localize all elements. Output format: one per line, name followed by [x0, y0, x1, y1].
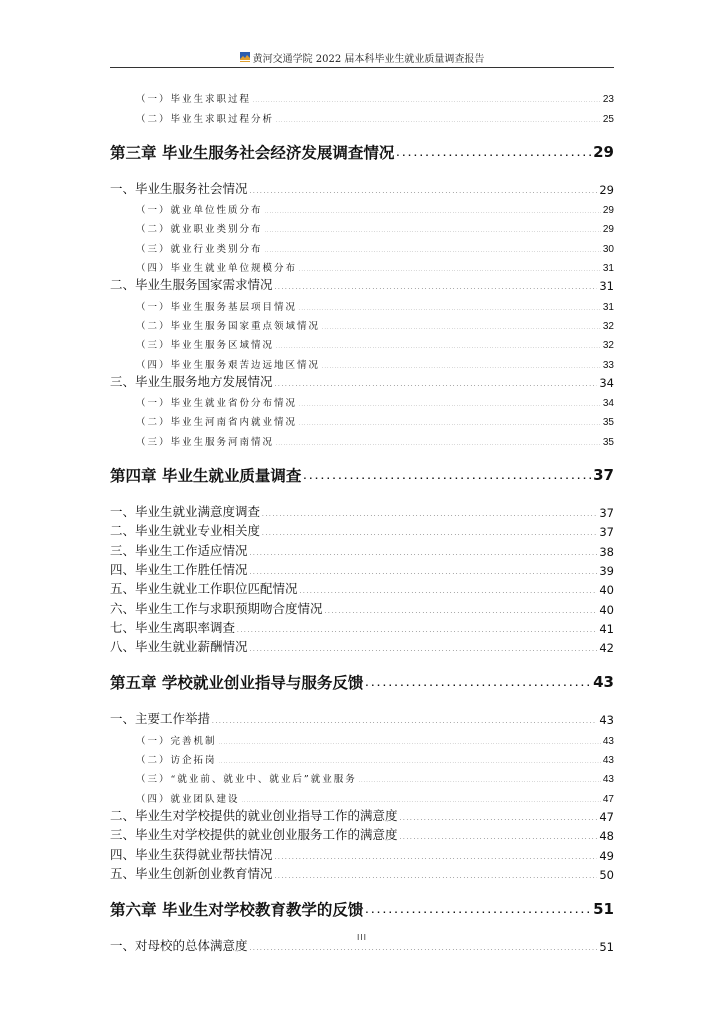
toc-entry-page: 43: [602, 735, 614, 747]
toc-entry-section[interactable]: [110, 178, 614, 197]
toc-dot-leader: [219, 739, 601, 747]
toc-entry-page: 34: [602, 398, 614, 410]
toc-entry-label: （二）就业职业类别分布: [136, 224, 263, 236]
toc-entry-page: 43: [602, 755, 614, 767]
toc-entry-page: 31: [602, 301, 614, 313]
toc-entry-label: 第五章 学校就业创业指导与服务反馈: [110, 674, 364, 693]
toc-entry-label: 六、毕业生工作与求职预期吻合度情况: [110, 600, 323, 616]
toc-dot-leader: [250, 549, 598, 559]
toc-entry-label: （四）就业团队建设: [136, 793, 240, 805]
toc-dot-leader: [359, 777, 601, 785]
toc-entry-page: 47: [602, 793, 614, 805]
toc-entry-label: （一）完善机制: [136, 735, 217, 747]
toc-entry-label: （四）毕业生就业单位规模分布: [136, 263, 298, 275]
toc-entry-sub[interactable]: [110, 293, 614, 312]
toc-dot-leader: [250, 187, 598, 197]
toc-entry-page: 35: [602, 417, 614, 429]
toc-entry-section[interactable]: [110, 501, 614, 520]
toc-entry-label: （二）访企拓岗: [136, 755, 217, 767]
toc-entry-label: 二、毕业生就业专业相关度: [110, 523, 261, 539]
toc-entry-sub[interactable]: [110, 409, 614, 428]
toc-entry-page: 37: [599, 506, 614, 521]
toc-entry-page: 50: [599, 867, 614, 882]
page-number: III: [356, 933, 368, 942]
toc-entry-sub[interactable]: [110, 197, 614, 216]
toc-entry-section[interactable]: [110, 708, 614, 727]
toc-entry-label: 八、毕业生就业薪酬情况: [110, 639, 248, 655]
toc-entry-sub[interactable]: [110, 428, 614, 447]
toc-entry-sub[interactable]: [110, 235, 614, 254]
toc-entry-chapter[interactable]: [110, 137, 614, 167]
toc-dot-leader: [276, 440, 601, 448]
toc-entry-label: 第四章 毕业生就业质量调查: [110, 466, 302, 485]
toc-entry-sub[interactable]: [110, 727, 614, 746]
toc-entry-label: （三）“就业前、就业中、就业后”就业服务: [136, 774, 357, 786]
toc-entry-page: 29: [599, 182, 614, 197]
toc-entry-label: 一、毕业生服务社会情况: [110, 180, 248, 196]
toc-entry-label: 二、毕业生对学校提供的就业创业指导工作的满意度: [110, 807, 398, 823]
toc-entry-section[interactable]: [110, 863, 614, 882]
toc-dot-leader: [237, 626, 597, 636]
toc-entry-section[interactable]: [110, 371, 614, 390]
toc-entry-section[interactable]: [110, 520, 614, 539]
toc-entry-label: 三、毕业生服务地方发展情况: [110, 373, 273, 389]
toc-entry-page: 30: [602, 243, 614, 255]
toc-entry-page: 42: [599, 641, 614, 656]
toc-entry-label: 四、毕业生工作胜任情况: [110, 561, 248, 577]
toc-entry-section[interactable]: [110, 617, 614, 636]
toc-dot-leader: [396, 148, 591, 160]
toc-entry-label: 第六章 毕业生对学校教育教学的反馈: [110, 900, 364, 919]
toc-entry-label: 一、主要工作举措: [110, 711, 211, 727]
toc-entry-label: （二）毕业生求职过程分析: [136, 113, 275, 125]
school-logo-icon: [240, 52, 250, 62]
toc-entry-page: 38: [599, 544, 614, 559]
toc-entry-page: 34: [599, 375, 614, 390]
toc-entry-section[interactable]: [110, 636, 614, 655]
toc-entry-page: 39: [599, 563, 614, 578]
toc-entry-page: 40: [599, 583, 614, 598]
toc-entry-label: 第三章 毕业生服务社会经济发展调查情况: [110, 143, 395, 162]
table-of-contents: [110, 86, 614, 954]
toc-entry-section[interactable]: [110, 843, 614, 862]
toc-entry-section[interactable]: [110, 274, 614, 293]
toc-dot-leader: [400, 814, 598, 824]
toc-entry-chapter[interactable]: [110, 667, 614, 697]
toc-entry-label: 三、毕业生工作适应情况: [110, 542, 248, 558]
toc-entry-page: 51: [593, 899, 614, 918]
toc-entry-page: 23: [602, 94, 614, 106]
toc-entry-sub[interactable]: [110, 390, 614, 409]
toc-entry-section[interactable]: [110, 824, 614, 843]
toc-entry-label: 一、毕业生就业满意度调查: [110, 504, 261, 520]
toc-entry-page: 37: [593, 465, 614, 484]
toc-entry-sub[interactable]: [110, 332, 614, 351]
toc-entry-sub[interactable]: [110, 255, 614, 274]
toc-dot-leader: [400, 833, 598, 843]
toc-dot-leader: [275, 872, 598, 882]
toc-entry-label: （二）毕业生河南省内就业情况: [136, 417, 298, 429]
toc-entry-label: （三）就业行业类别分布: [136, 243, 263, 255]
toc-dot-leader: [365, 905, 591, 917]
toc-dot-leader: [276, 343, 601, 351]
toc-entry-chapter[interactable]: [110, 460, 614, 490]
toc-dot-leader: [299, 420, 601, 428]
toc-dot-leader: [242, 797, 601, 805]
toc-entry-label: 七、毕业生离职率调查: [110, 619, 236, 635]
toc-entry-section[interactable]: [110, 597, 614, 616]
toc-entry-sub[interactable]: [110, 105, 614, 124]
toc-entry-label: （三）毕业生服务区域情况: [136, 340, 275, 352]
toc-entry-page: 25: [602, 113, 614, 125]
toc-dot-leader: [365, 678, 591, 690]
toc-dot-leader: [212, 717, 597, 727]
toc-entry-page: 43: [602, 774, 614, 786]
toc-dot-leader: [262, 510, 597, 520]
toc-dot-leader: [276, 117, 601, 125]
toc-entry-section[interactable]: [110, 539, 614, 558]
toc-entry-sub[interactable]: [110, 313, 614, 332]
toc-dot-leader: [299, 266, 601, 274]
toc-entry-page: 37: [599, 525, 614, 540]
toc-entry-page: 47: [599, 809, 614, 824]
toc-dot-leader: [262, 529, 597, 539]
toc-entry-section[interactable]: [110, 559, 614, 578]
toc-entry-page: 35: [602, 436, 614, 448]
toc-entry-label: （一）毕业生求职过程: [136, 94, 252, 106]
toc-dot-leader: [275, 283, 598, 293]
toc-entry-page: 29: [593, 142, 614, 161]
toc-entry-page: 48: [599, 829, 614, 844]
toc-dot-leader: [265, 208, 601, 216]
toc-entry-label: （一）毕业生服务基层项目情况: [136, 301, 298, 313]
toc-dot-leader: [325, 607, 598, 617]
toc-entry-page: 43: [599, 713, 614, 728]
toc-entry-page: 43: [593, 673, 614, 692]
toc-entry-page: 49: [599, 848, 614, 863]
toc-dot-leader: [250, 568, 598, 578]
header-rule: [110, 67, 614, 68]
toc-entry-page: 40: [599, 602, 614, 617]
toc-entry-label: （一）就业单位性质分布: [136, 205, 263, 217]
toc-entry-chapter[interactable]: [110, 894, 614, 924]
toc-entry-page: 31: [599, 279, 614, 294]
toc-entry-section[interactable]: [110, 578, 614, 597]
toc-dot-leader: [299, 401, 601, 409]
toc-entry-page: 51: [599, 940, 614, 955]
toc-entry-page: 29: [602, 224, 614, 236]
toc-entry-label: 四、毕业生获得就业帮扶情况: [110, 846, 273, 862]
toc-entry-sub[interactable]: [110, 747, 614, 766]
toc-dot-leader: [250, 645, 598, 655]
toc-entry-label: 五、毕业生就业工作职位匹配情况: [110, 581, 298, 597]
toc-dot-leader: [253, 97, 601, 105]
toc-dot-leader: [275, 853, 598, 863]
toc-dot-leader: [322, 363, 601, 371]
toc-entry-sub[interactable]: [110, 86, 614, 105]
toc-entry-page: 41: [599, 621, 614, 636]
toc-dot-leader: [219, 758, 601, 766]
toc-dot-leader: [303, 471, 591, 483]
toc-dot-leader: [299, 305, 601, 313]
toc-entry-label: （一）毕业生就业省份分布情况: [136, 398, 298, 410]
toc-entry-label: （二）毕业生服务国家重点领域情况: [136, 320, 321, 332]
toc-entry-page: 31: [602, 263, 614, 275]
toc-entry-label: 一、对母校的总体满意度: [110, 938, 248, 954]
toc-entry-sub[interactable]: [110, 785, 614, 804]
toc-entry-sub[interactable]: [110, 216, 614, 235]
page-header: [110, 48, 614, 66]
toc-entry-section[interactable]: [110, 805, 614, 824]
toc-dot-leader: [265, 247, 601, 255]
toc-entry-page: 33: [602, 359, 614, 371]
toc-entry-page: 29: [602, 205, 614, 217]
toc-dot-leader: [265, 227, 601, 235]
toc-entry-label: 五、毕业生创新创业教育情况: [110, 865, 273, 881]
toc-entry-label: 二、毕业生服务国家需求情况: [110, 277, 273, 293]
header-title: 黄河交通学院 2022 届本科毕业生就业质量调查报告: [252, 53, 485, 65]
toc-entry-sub[interactable]: [110, 766, 614, 785]
toc-entry-page: 32: [602, 340, 614, 352]
toc-entry-label: （三）毕业生服务河南情况: [136, 436, 275, 448]
toc-entry-label: 三、毕业生对学校提供的就业创业服务工作的满意度: [110, 827, 398, 843]
toc-dot-leader: [275, 380, 598, 390]
toc-dot-leader: [250, 944, 598, 954]
toc-entry-page: 32: [602, 320, 614, 332]
toc-dot-leader: [300, 587, 598, 597]
toc-entry-sub[interactable]: [110, 351, 614, 370]
toc-entry-label: （四）毕业生服务艰苦边远地区情况: [136, 359, 321, 371]
toc-dot-leader: [322, 324, 601, 332]
